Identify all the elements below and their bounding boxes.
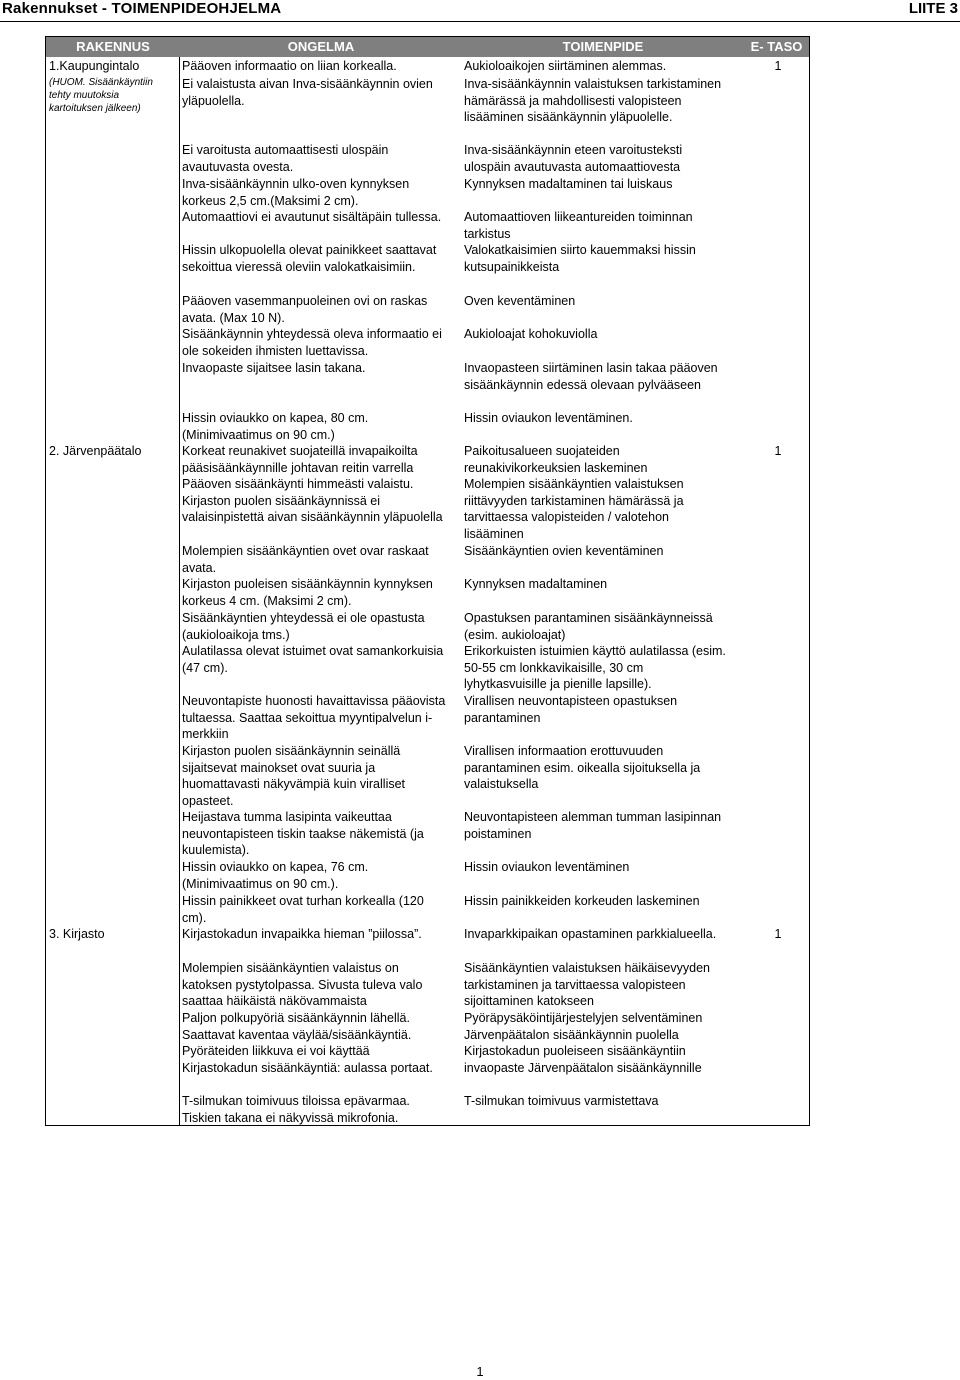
problem-cell: Pääoven vasemmanpuoleinen ovi on raskas avata. (Max 10 N).	[182, 294, 428, 325]
action-cell: Oven keventäminen	[464, 294, 576, 308]
action-cell: Virallisen neuvontapisteen opastuksen parantaminen	[464, 694, 678, 725]
problem-cell: Kirjastokadun invapaikka hieman ”piilossa”.	[182, 927, 422, 941]
page-title: Rakennukset - TOIMENPIDEOHJELMA	[2, 0, 282, 17]
problem-cell: Automaattiovi ei avautunut sisältäpäin tullessa.	[182, 210, 442, 224]
action-cell: Aukioloajat kohokuviolla	[464, 327, 598, 341]
header-rule	[0, 21, 960, 22]
action-cell: Kynnyksen madaltaminen tai luiskaus	[464, 177, 673, 191]
building-note: (HUOM. Sisäänkäyntiin tehty muutoksia kartoituksen jälkeen)	[49, 77, 153, 114]
problem-cell: Kirjaston puolen sisäänkäynnin seinällä sijaitsevat mainokset ovat suuria ja huomattavasti näkyvämpiä kuin viralliset opasteet.	[182, 744, 406, 809]
column-header-action: TOIMENPIDE	[562, 39, 644, 54]
problem-cell: Pyöräteiden liikkuva ei voi käyttää Kirjastokadun sisäänkäyntiä: aulassa portaat.	[182, 1044, 433, 1075]
action-cell: Valokatkaisimien siirto kauemmaksi hissin kutsupainikkeista	[464, 243, 696, 274]
action-cell: Aukioloaikojen siirtäminen alemmas.	[464, 59, 667, 73]
action-cell: Kynnyksen madaltaminen	[464, 577, 608, 591]
action-cell: Invaopasteen siirtäminen lasin takaa pääoven sisäänkäynnin edessä olevaan pylvääseen	[464, 361, 718, 392]
page-number: 1	[476, 1364, 484, 1379]
building-name: 3. Kirjasto	[49, 927, 105, 941]
column-divider	[179, 57, 180, 1126]
level-value: 1	[774, 444, 782, 458]
action-cell: Inva-sisäänkäynnin eteen varoitusteksti ulospäin avautuvasta automaattiovesta	[464, 143, 683, 174]
problem-cell: Ei varoitusta automaattisesti ulospäin avautuvasta ovesta.	[182, 143, 389, 174]
column-header-level: E- TASO	[750, 39, 803, 54]
action-cell: Hissin oviaukon leventäminen	[464, 860, 630, 874]
problem-cell: Pääoven sisäänkäynti himmeästi valaistu. Kirjaston puolen sisäänkäynnissä ei valaisinpistettä aivan sisäänkäynnin yläpuolella	[182, 477, 443, 525]
problem-cell: Korkeat reunakivet suojateillä invapaikoilta pääsisäänkäynnille johtavan reitin varrella	[182, 444, 418, 475]
appendix-label: LIITE 3	[908, 0, 958, 17]
action-cell: Pyöräpysäköintijärjestelyjen selventäminen Järvenpäätalon sisäänkäynnin puolella	[464, 1011, 703, 1042]
action-cell: Molempien sisäänkäyntien valaistuksen riittävyyden tarkistaminen hämärässä ja tarvittaessa valopisteiden / valotehon lisääminen	[464, 477, 684, 542]
problem-cell: Hissin oviaukko on kapea, 80 cm. (Minimivaatimus on 90 cm.)	[182, 411, 369, 442]
action-cell: Sisäänkäyntien valaistuksen häikäisevyyden tarkistaminen ja tarvittaessa valopisteen sijoittaminen katokseen	[464, 961, 710, 1009]
building-name: 1.Kaupungintalo	[49, 59, 140, 73]
problem-cell: Hissin oviaukko on kapea, 76 cm. (Minimivaatimus on 90 cm.).	[182, 860, 369, 891]
building-name: 2. Järvenpäätalo	[49, 444, 142, 458]
action-cell: Erikorkuisten istuimien käyttö aulatilassa (esim. 50-55 cm lonkkavikaisille, 30 cm lyhytkasvuisille ja pienille lapsille).	[464, 644, 726, 692]
problem-cell: Sisäänkäynnin yhteydessä oleva informaatio ei ole sokeiden ihmisten luettavissa.	[182, 327, 442, 358]
problem-cell: Hissin painikkeet ovat turhan korkealla (120 cm).	[182, 894, 424, 925]
problem-cell: Hissin ulkopuolella olevat painikkeet saattavat sekoittua vieressä oleviin valokatkaisimiin.	[182, 243, 437, 274]
action-cell: Kirjastokadun puoleiseen sisäänkäyntiin invaopaste Järvenpäätalon sisäänkäynnille	[464, 1044, 702, 1075]
column-header-building: RAKENNUS	[76, 39, 150, 54]
action-cell: Sisäänkäyntien ovien keventäminen	[464, 544, 664, 558]
problem-cell: Inva-sisäänkäynnin ulko-oven kynnyksen korkeus 2,5 cm.(Maksimi 2 cm).	[182, 177, 410, 208]
action-cell: Automaattioven liikeantureiden toiminnan tarkistus	[464, 210, 693, 241]
problem-cell: Aulatilassa olevat istuimet ovat samankorkuisia (47 cm).	[182, 644, 444, 675]
action-cell: Hissin painikkeiden korkeuden laskeminen	[464, 894, 700, 908]
problem-cell: Invaopaste sijaitsee lasin takana.	[182, 361, 366, 375]
problem-cell: Molempien sisäänkäyntien ovet ovar raskaat avata.	[182, 544, 429, 575]
action-cell: Inva-sisäänkäynnin valaistuksen tarkistaminen hämärässä ja mahdollisesti valopisteen lisääminen sisäänkäynnin yläpuolelle.	[464, 77, 722, 125]
action-cell: Paikoitusalueen suojateiden reunakivikorkeuksien laskeminen	[464, 444, 648, 475]
problem-cell: Ei valaistusta aivan Inva-sisäänkäynnin ovien yläpuolella.	[182, 77, 433, 108]
problem-cell: Molempien sisäänkäyntien valaistus on katoksen pystytolpassa. Sivusta tuleva valo saattaa häikäistä näkövammaista	[182, 961, 423, 1009]
level-value: 1	[774, 927, 782, 941]
action-cell: Opastuksen parantaminen sisäänkäynneissä (esim. aukioloajat)	[464, 611, 713, 642]
problem-cell: Paljon polkupyöriä sisäänkäynnin lähellä. Saattavat kaventaa väylää/sisäänkäyntiä.	[182, 1011, 412, 1042]
problem-cell: Kirjaston puoleisen sisäänkäynnin kynnyksen korkeus 4 cm. (Maksimi 2 cm).	[182, 577, 433, 608]
action-cell: Hissin oviaukon leventäminen.	[464, 411, 633, 425]
action-cell: Virallisen informaation erottuvuuden parantaminen esim. oikealla sijoituksella ja valaistuksella	[464, 744, 701, 792]
action-cell: Neuvontapisteen alemman tumman lasipinnan poistaminen	[464, 810, 722, 841]
problem-cell: Heijastava tumma lasipinta vaikeuttaa neuvontapisteen tiskin taakse näkemistä (ja kuulemista).	[182, 810, 424, 858]
column-header-problem: ONGELMA	[287, 39, 355, 54]
problem-cell: Neuvontapiste huonosti havaittavissa pääovista tultaessa. Saattaa sekoittua myyntipalvelun i- merkkiin	[182, 694, 446, 742]
problem-cell: Sisäänkäyntien yhteydessä ei ole opastusta (aukioloaikoja tms.)	[182, 611, 425, 642]
action-cell: T-silmukan toimivuus varmistettava	[464, 1094, 659, 1108]
action-cell: Invaparkkipaikan opastaminen parkkialueella.	[464, 927, 717, 941]
level-value: 1	[774, 59, 782, 73]
problem-cell: T-silmukan toimivuus tiloissa epävarmaa. Tiskien takana ei näkyvissä mikrofonia.	[182, 1094, 410, 1125]
problem-cell: Pääoven informaatio on liian korkealla.	[182, 59, 397, 73]
